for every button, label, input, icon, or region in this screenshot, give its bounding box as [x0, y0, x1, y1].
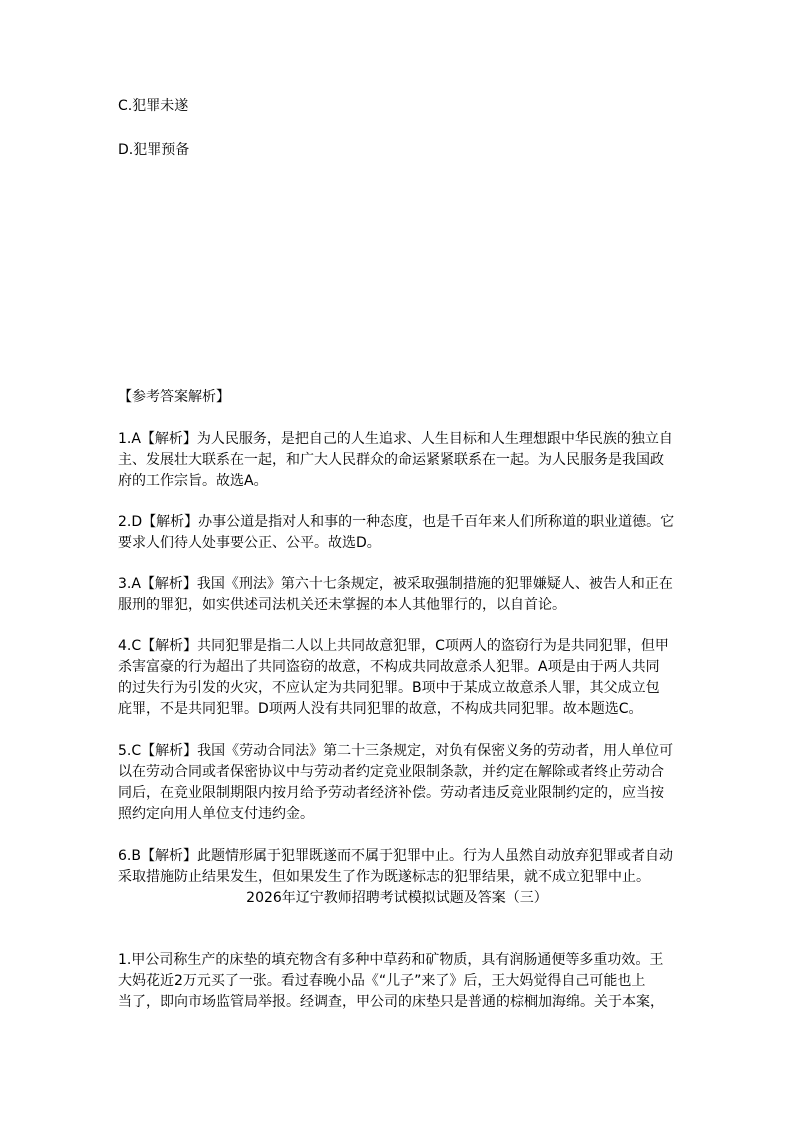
- answer-5-line-1: 5.C【解析】我国《劳动合同法》第二十三条规定，对负有保密义务的劳动者，用人单位可: [118, 743, 674, 759]
- answer-4-line-4: 庇罪，不是共同犯罪。D项两人没有共同犯罪的故意，不构成共同犯罪。故本题选C。: [118, 701, 643, 717]
- answer-5-line-2: 以在劳动合同或者保密协议中与劳动者约定竞业限制条款，并约定在解除或者终止劳动合: [118, 764, 664, 780]
- answer-6-line-2: 采取措施防止结果发生，但如果发生了作为既遂标志的犯罪结果，就不成立犯罪中止。: [118, 869, 650, 885]
- answer-6-line-1: 6.B【解析】此题情形属于犯罪既遂而不属于犯罪中止。行为人虽然自动放弃犯罪或者自动: [118, 848, 673, 864]
- answer-6: [118, 846, 678, 888]
- answer-5-line-4: 照约定向用人单位支付违约金。: [118, 806, 314, 822]
- answer-4-line-1: 4.C【解析】共同犯罪是指二人以上共同故意犯罪，C项两人的盗窃行为是共同犯罪，但甲: [118, 638, 669, 654]
- answer-4-line-3: 的过失行为引发的火灾，不应认定为共同犯罪。B项中于某成立故意杀人罪，其父成立包: [118, 680, 660, 696]
- section-title: 2026年辽宁教师招聘考试模拟试题及答案（三）: [246, 890, 548, 906]
- answer-4: [118, 636, 678, 720]
- answer-5-line-3: 同后，在竞业限制期限内按月给予劳动者经济补偿。劳动者违反竞业限制约定的，应当按: [118, 785, 664, 801]
- question-1: [118, 950, 678, 1013]
- answer-1-line-1: 1.A【解析】为人民服务，是把自己的人生追求、人生目标和人生理想跟中华民族的独立自: [118, 431, 673, 447]
- answer-3-line-1: 3.A【解析】我国《刑法》第六十七条规定，被采取强制措施的犯罪嫌疑人、被告人和正在: [118, 576, 673, 592]
- answer-5: [118, 741, 678, 825]
- answer-3-line-2: 服刑的罪犯，如实供述司法机关还未掌握的本人其他罪行的，以自首论。: [118, 597, 566, 613]
- answer-2-line-2: 要求人们待人处事要公正、公平。故选D。: [118, 535, 381, 551]
- question-1-line-1: 1.甲公司称生产的床垫的填充物含有多种中草药和矿物质，具有润肠通便等多重功效。王: [118, 952, 664, 968]
- answers-heading: 【参考答案解析】: [118, 389, 230, 405]
- answer-1-line-3: 府的工作宗旨。故选A。: [118, 473, 268, 489]
- answer-2: [118, 512, 678, 554]
- answer-2-line-1: 2.D【解析】办事公道是指对人和事的一种态度，也是千百年来人们所称道的职业道德。它: [118, 514, 675, 530]
- answer-4-line-2: 杀害富豪的行为超出了共同盗窃的故意，不构成共同故意杀人犯罪。A项是由于两人共同: [118, 659, 660, 675]
- answer-1-line-2: 主、发展壮大联系在一起，和广大人民群众的命运紧紧联系在一起。为人民服务是我国政: [118, 452, 664, 468]
- answer-3: [118, 574, 678, 616]
- question-1-line-2: 大妈花近2万元买了一张。看过春晚小品《“儿子”来了》后，王大妈觉得自己可能也上: [118, 973, 646, 989]
- option-c: C.犯罪未遂: [118, 98, 189, 114]
- question-1-line-3: 当了，即向市场监管局举报。经调查，甲公司的床垫只是普通的棕榈加海绵。关于本案，: [118, 994, 664, 1010]
- option-d: D.犯罪预备: [118, 142, 190, 158]
- answer-1: [118, 429, 678, 492]
